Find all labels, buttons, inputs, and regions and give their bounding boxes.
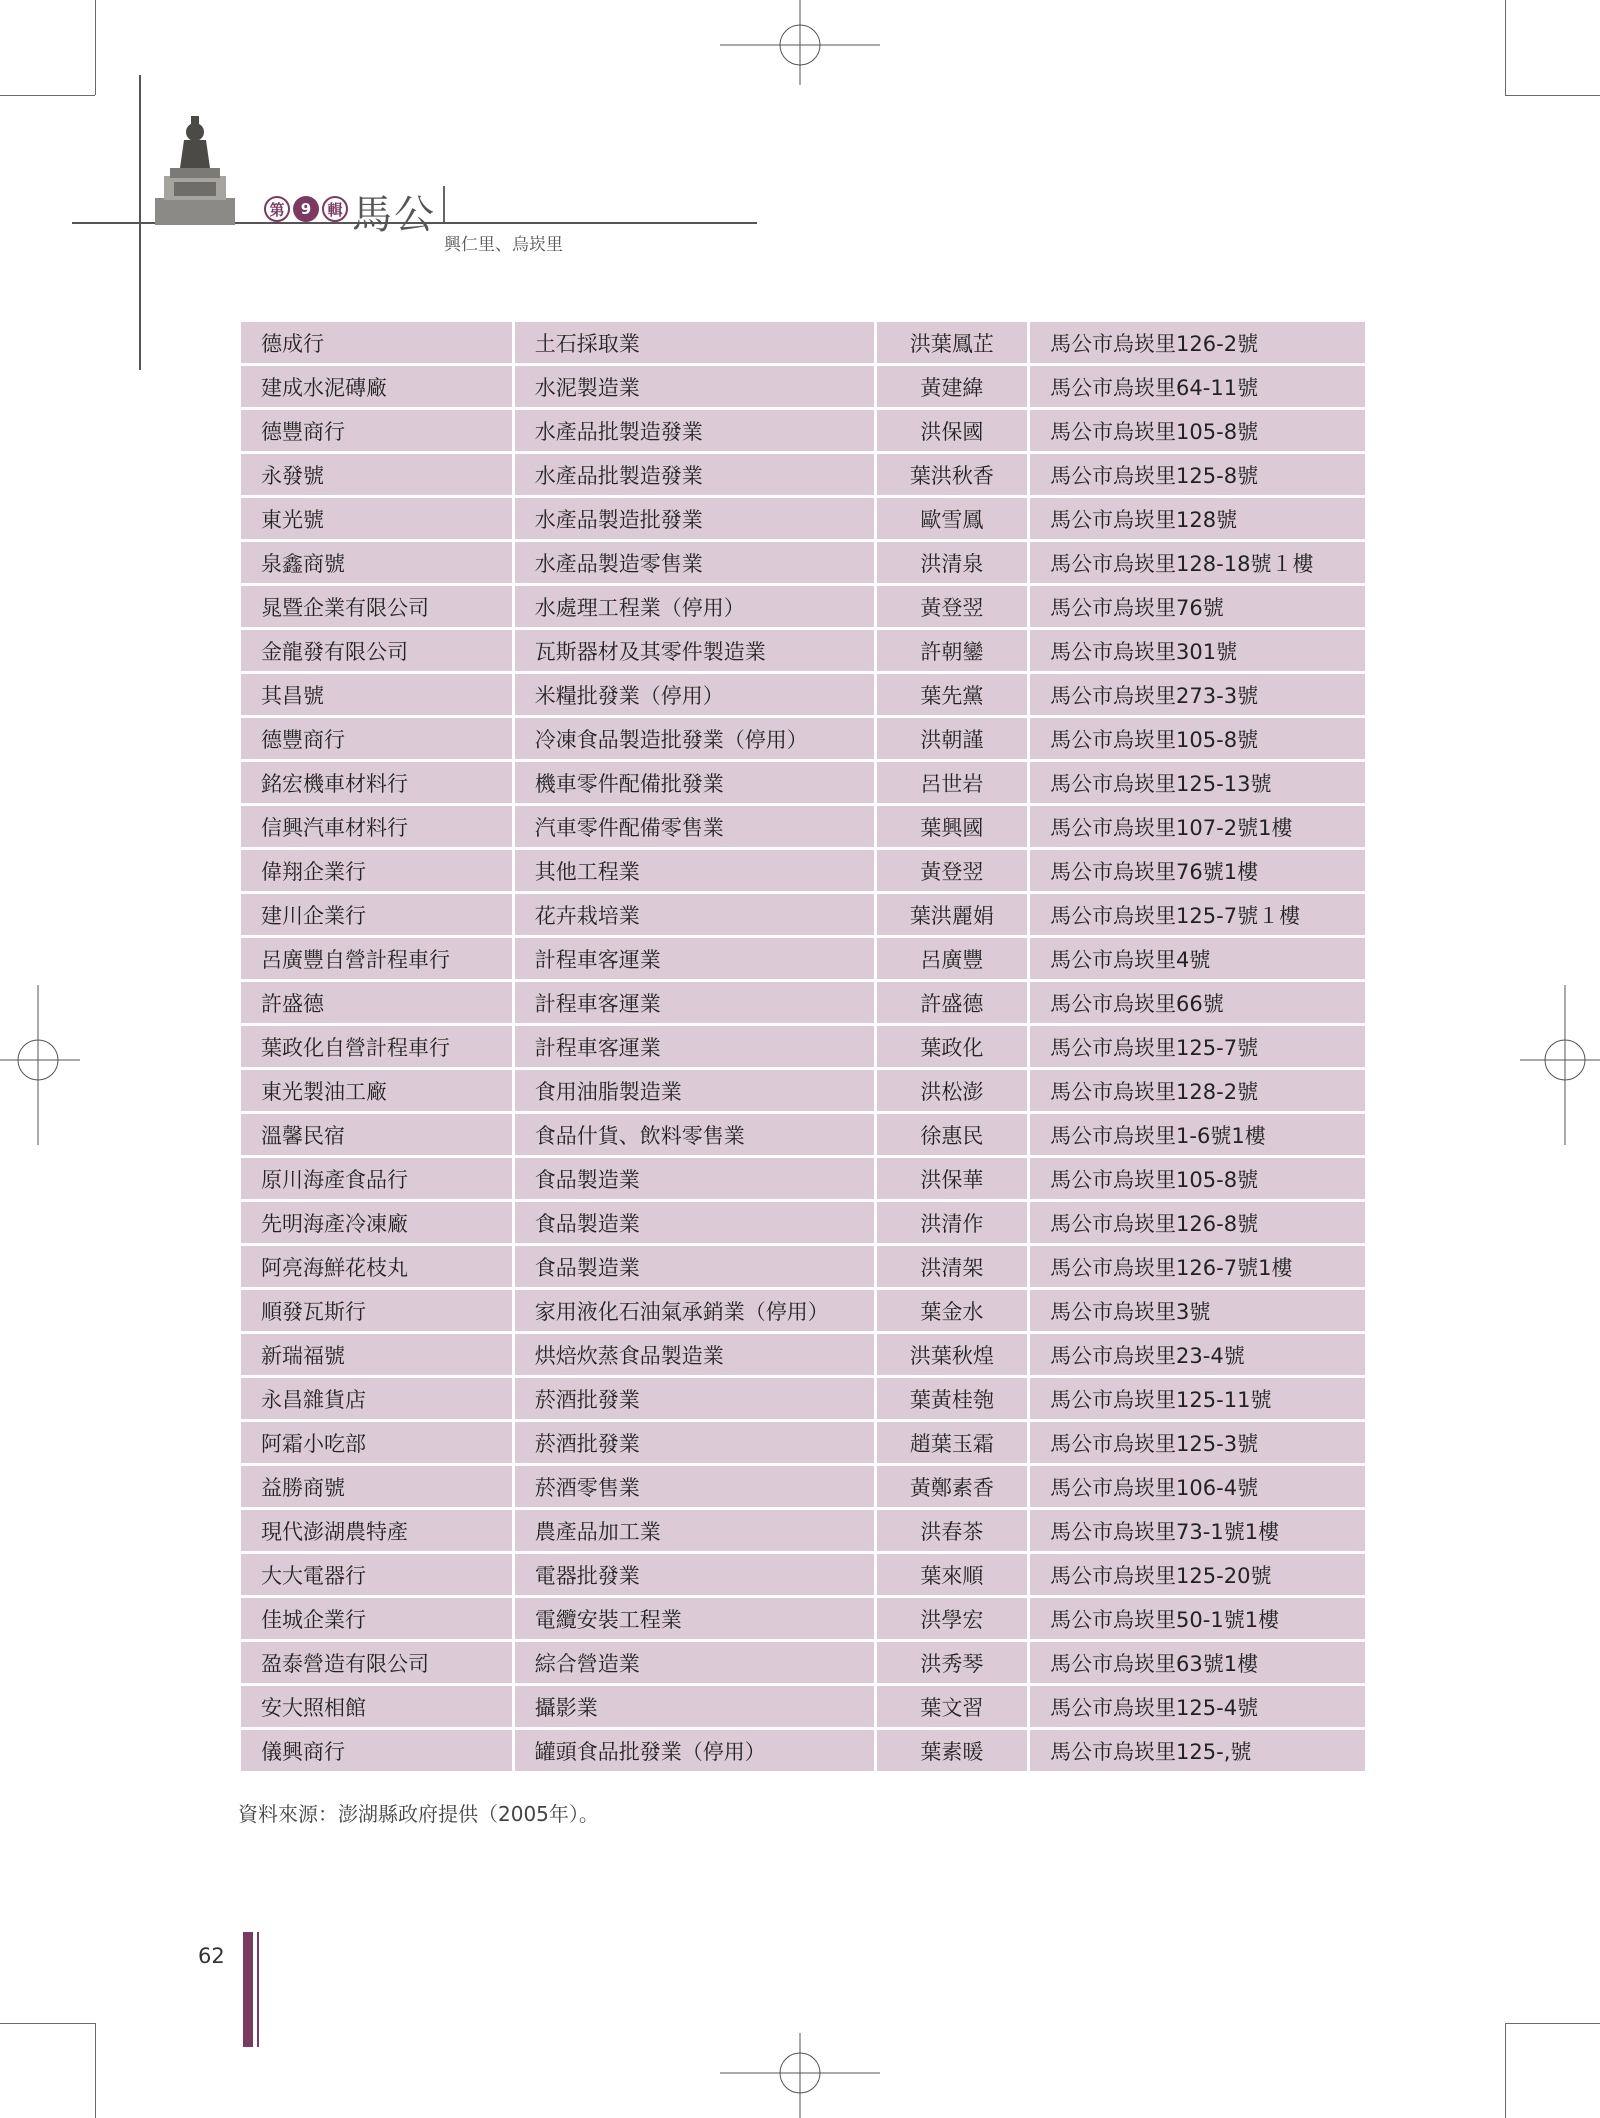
owner-name-cell: 葉素暖: [877, 1730, 1027, 1771]
business-address-cell: 馬公市烏崁里125-20號: [1030, 1554, 1365, 1595]
business-name-cell: 其昌號: [241, 674, 512, 715]
business-type-cell: 計程車客運業: [515, 1026, 874, 1067]
table-row: [241, 454, 1365, 495]
table-row: [241, 630, 1365, 671]
owner-name-cell: 洪葉秋煌: [877, 1334, 1027, 1375]
business-type-cell: 水產品批製造發業: [515, 454, 874, 495]
table-row: [241, 1026, 1365, 1067]
business-type-cell: 水泥製造業: [515, 366, 874, 407]
business-address-cell: 馬公市烏崁里125-7號: [1030, 1026, 1365, 1067]
business-name-cell: 德成行: [241, 322, 512, 363]
business-address-cell: 馬公市烏崁里126-2號: [1030, 322, 1365, 363]
business-address-cell: 馬公市烏崁里3號: [1030, 1290, 1365, 1331]
business-type-cell: 冷凍食品製造批發業（停用）: [515, 718, 874, 759]
owner-name-cell: 葉金水: [877, 1290, 1027, 1331]
business-type-cell: 計程車客運業: [515, 982, 874, 1023]
owner-name-cell: 洪葉鳳芷: [877, 322, 1027, 363]
crop-mark: [0, 2023, 95, 2024]
business-address-cell: 馬公市烏崁里1-6號1樓: [1030, 1114, 1365, 1155]
owner-name-cell: 葉先黨: [877, 674, 1027, 715]
owner-name-cell: 葉興國: [877, 806, 1027, 847]
business-address-cell: 馬公市烏崁里125-4號: [1030, 1686, 1365, 1727]
business-address-cell: 馬公市烏崁里66號: [1030, 982, 1365, 1023]
owner-name-cell: 洪學宏: [877, 1598, 1027, 1639]
crop-mark: [1505, 0, 1506, 95]
business-name-cell: 先明海產冷凍廠: [241, 1202, 512, 1243]
table-row: [241, 1466, 1365, 1507]
volume-prefix: 第: [264, 196, 290, 222]
owner-name-cell: 黃鄭素香: [877, 1466, 1027, 1507]
title-divider: [443, 186, 445, 222]
table-row: [241, 982, 1365, 1023]
table-row: [241, 1158, 1365, 1199]
business-name-cell: 信興汽車材料行: [241, 806, 512, 847]
business-type-cell: 花卉栽培業: [515, 894, 874, 935]
business-address-cell: 馬公市烏崁里125-3號: [1030, 1422, 1365, 1463]
table-row: [241, 894, 1365, 935]
business-type-cell: 土石採取業: [515, 322, 874, 363]
table-row: [241, 1070, 1365, 1111]
owner-name-cell: 葉黃桂匏: [877, 1378, 1027, 1419]
business-address-cell: 馬公市烏崁里63號1樓: [1030, 1642, 1365, 1683]
owner-name-cell: 葉洪秋香: [877, 454, 1027, 495]
business-type-cell: 電纜安裝工程業: [515, 1598, 874, 1639]
business-name-cell: 永發號: [241, 454, 512, 495]
owner-name-cell: 徐惠民: [877, 1114, 1027, 1155]
owner-name-cell: 呂廣豐: [877, 938, 1027, 979]
owner-name-cell: 洪秀琴: [877, 1642, 1027, 1683]
table-row: [241, 762, 1365, 803]
source-note: 資料來源：澎湖縣政府提供（2005年）。: [238, 1802, 599, 1826]
table-row: [241, 1642, 1365, 1683]
volume-badge: [264, 196, 348, 222]
business-address-cell: 馬公市烏崁里73-1號1樓: [1030, 1510, 1365, 1551]
owner-name-cell: 洪保華: [877, 1158, 1027, 1199]
business-name-cell: 阿亮海鮮花枝丸: [241, 1246, 512, 1287]
statue-icon: [150, 110, 240, 225]
chapter-subtitle: 興仁里、烏崁里: [444, 235, 563, 255]
table-row: [241, 1202, 1365, 1243]
crop-mark: [95, 2023, 96, 2118]
table-row: [241, 938, 1365, 979]
owner-name-cell: 葉文習: [877, 1686, 1027, 1727]
registration-mark-bottom: [720, 2033, 880, 2118]
business-address-cell: 馬公市烏崁里105-8號: [1030, 1158, 1365, 1199]
business-address-cell: 馬公市烏崁里64-11號: [1030, 366, 1365, 407]
business-type-cell: 綜合營造業: [515, 1642, 874, 1683]
business-address-cell: 馬公市烏崁里301號: [1030, 630, 1365, 671]
business-name-cell: 呂廣豐自營計程車行: [241, 938, 512, 979]
business-address-cell: 馬公市烏崁里50-1號1樓: [1030, 1598, 1365, 1639]
business-name-cell: 許盛德: [241, 982, 512, 1023]
business-type-cell: 水處理工程業（停用）: [515, 586, 874, 627]
owner-name-cell: 趙葉玉霜: [877, 1422, 1027, 1463]
business-table: [238, 319, 1368, 1774]
table-row: [241, 1510, 1365, 1551]
business-name-cell: 佳城企業行: [241, 1598, 512, 1639]
business-name-cell: 安大照相館: [241, 1686, 512, 1727]
crop-mark: [1505, 95, 1600, 96]
business-address-cell: 馬公市烏崁里125-7號１樓: [1030, 894, 1365, 935]
business-address-cell: 馬公市烏崁里4號: [1030, 938, 1365, 979]
owner-name-cell: 黃登翌: [877, 586, 1027, 627]
owner-name-cell: 洪松澎: [877, 1070, 1027, 1111]
business-type-cell: 水產品批製造發業: [515, 410, 874, 451]
business-name-cell: 德豐商行: [241, 718, 512, 759]
owner-name-cell: 歐雪鳳: [877, 498, 1027, 539]
business-name-cell: 德豐商行: [241, 410, 512, 451]
business-name-cell: 阿霜小吃部: [241, 1422, 512, 1463]
business-name-cell: 原川海產食品行: [241, 1158, 512, 1199]
book-title: 馬公: [352, 192, 436, 238]
owner-name-cell: 許朝鑾: [877, 630, 1027, 671]
page-bar-thin: [257, 1932, 259, 2047]
business-type-cell: 食品製造業: [515, 1158, 874, 1199]
business-type-cell: 汽車零件配備零售業: [515, 806, 874, 847]
owner-name-cell: 洪清架: [877, 1246, 1027, 1287]
page-bar: [243, 1932, 253, 2047]
table-row: [241, 806, 1365, 847]
table-row: [241, 718, 1365, 759]
owner-name-cell: 洪清泉: [877, 542, 1027, 583]
business-name-cell: 泉鑫商號: [241, 542, 512, 583]
crop-mark: [1505, 2023, 1506, 2118]
business-name-cell: 永昌雜貨店: [241, 1378, 512, 1419]
table-row: [241, 1290, 1365, 1331]
business-address-cell: 馬公市烏崁里128-2號: [1030, 1070, 1365, 1111]
business-address-cell: 馬公市烏崁里105-8號: [1030, 410, 1365, 451]
business-name-cell: 晁暨企業有限公司: [241, 586, 512, 627]
owner-name-cell: 許盛德: [877, 982, 1027, 1023]
business-address-cell: 馬公市烏崁里126-7號1樓: [1030, 1246, 1365, 1287]
table-row: [241, 366, 1365, 407]
business-name-cell: 溫馨民宿: [241, 1114, 512, 1155]
business-name-cell: 東光號: [241, 498, 512, 539]
crop-mark: [95, 0, 96, 95]
owner-name-cell: 洪春茶: [877, 1510, 1027, 1551]
table-row: [241, 498, 1365, 539]
business-address-cell: 馬公市烏崁里125-8號: [1030, 454, 1365, 495]
registration-mark-left: [0, 985, 80, 1145]
table-row: [241, 322, 1365, 363]
owner-name-cell: 呂世岩: [877, 762, 1027, 803]
business-type-cell: 水產品製造零售業: [515, 542, 874, 583]
business-address-cell: 馬公市烏崁里128號: [1030, 498, 1365, 539]
table-row: [241, 1598, 1365, 1639]
owner-name-cell: 洪朝謹: [877, 718, 1027, 759]
business-address-cell: 馬公市烏崁里128-18號１樓: [1030, 542, 1365, 583]
business-type-cell: 烘焙炊蒸食品製造業: [515, 1334, 874, 1375]
business-address-cell: 馬公市烏崁里125-13號: [1030, 762, 1365, 803]
business-address-cell: 馬公市烏崁里23-4號: [1030, 1334, 1365, 1375]
table-row: [241, 850, 1365, 891]
business-type-cell: 水產品製造批發業: [515, 498, 874, 539]
registration-mark-top: [720, 0, 880, 85]
business-name-cell: 建成水泥磚廠: [241, 366, 512, 407]
business-address-cell: 馬公市烏崁里76號1樓: [1030, 850, 1365, 891]
table-row: [241, 1686, 1365, 1727]
business-type-cell: 農產品加工業: [515, 1510, 874, 1551]
business-name-cell: 儀興商行: [241, 1730, 512, 1771]
table-row: [241, 1378, 1365, 1419]
owner-name-cell: 黃建緯: [877, 366, 1027, 407]
business-address-cell: 馬公市烏崁里106-4號: [1030, 1466, 1365, 1507]
business-name-cell: 盈泰營造有限公司: [241, 1642, 512, 1683]
owner-name-cell: 洪保國: [877, 410, 1027, 451]
business-table-body: [241, 322, 1365, 1771]
owner-name-cell: 葉洪麗娟: [877, 894, 1027, 935]
business-address-cell: 馬公市烏崁里105-8號: [1030, 718, 1365, 759]
table-row: [241, 410, 1365, 451]
business-type-cell: 電器批發業: [515, 1554, 874, 1595]
owner-name-cell: 葉來順: [877, 1554, 1027, 1595]
registration-mark-right: [1520, 985, 1600, 1145]
business-type-cell: 食品什貨、飲料零售業: [515, 1114, 874, 1155]
table-row: [241, 1246, 1365, 1287]
table-row: [241, 1422, 1365, 1463]
business-address-cell: 馬公市烏崁里107-2號1樓: [1030, 806, 1365, 847]
business-type-cell: 計程車客運業: [515, 938, 874, 979]
business-address-cell: 馬公市烏崁里125-,號: [1030, 1730, 1365, 1771]
business-name-cell: 葉政化自營計程車行: [241, 1026, 512, 1067]
business-name-cell: 金龍發有限公司: [241, 630, 512, 671]
table-row: [241, 1554, 1365, 1595]
business-type-cell: 菸酒零售業: [515, 1466, 874, 1507]
volume-suffix: 輯: [322, 196, 348, 222]
business-name-cell: 現代澎湖農特產: [241, 1510, 512, 1551]
business-type-cell: 食品製造業: [515, 1202, 874, 1243]
crop-mark: [0, 95, 95, 96]
business-type-cell: 罐頭食品批發業（停用）: [515, 1730, 874, 1771]
owner-name-cell: 葉政化: [877, 1026, 1027, 1067]
owner-name-cell: 洪清作: [877, 1202, 1027, 1243]
business-type-cell: 菸酒批發業: [515, 1422, 874, 1463]
volume-number: 9: [293, 196, 319, 222]
page-number: 62: [198, 1944, 225, 1968]
business-type-cell: 機車零件配備批發業: [515, 762, 874, 803]
table-row: [241, 1730, 1365, 1771]
owner-name-cell: 黃登翌: [877, 850, 1027, 891]
business-name-cell: 大大電器行: [241, 1554, 512, 1595]
business-type-cell: 家用液化石油氣承銷業（停用）: [515, 1290, 874, 1331]
business-name-cell: 東光製油工廠: [241, 1070, 512, 1111]
table-row: [241, 586, 1365, 627]
crop-mark: [1505, 2023, 1600, 2024]
table-row: [241, 1114, 1365, 1155]
business-name-cell: 銘宏機車材料行: [241, 762, 512, 803]
business-type-cell: 瓦斯器材及其零件製造業: [515, 630, 874, 671]
business-name-cell: 新瑞福號: [241, 1334, 512, 1375]
business-type-cell: 菸酒批發業: [515, 1378, 874, 1419]
business-type-cell: 食品製造業: [515, 1246, 874, 1287]
business-name-cell: 建川企業行: [241, 894, 512, 935]
business-address-cell: 馬公市烏崁里76號: [1030, 586, 1365, 627]
business-type-cell: 攝影業: [515, 1686, 874, 1727]
business-name-cell: 益勝商號: [241, 1466, 512, 1507]
table-row: [241, 1334, 1365, 1375]
table-row: [241, 542, 1365, 583]
business-address-cell: 馬公市烏崁里125-11號: [1030, 1378, 1365, 1419]
business-type-cell: 其他工程業: [515, 850, 874, 891]
business-name-cell: 順發瓦斯行: [241, 1290, 512, 1331]
business-type-cell: 食用油脂製造業: [515, 1070, 874, 1111]
table-row: [241, 674, 1365, 715]
business-type-cell: 米糧批發業（停用）: [515, 674, 874, 715]
business-address-cell: 馬公市烏崁里273-3號: [1030, 674, 1365, 715]
business-name-cell: 偉翔企業行: [241, 850, 512, 891]
business-address-cell: 馬公市烏崁里126-8號: [1030, 1202, 1365, 1243]
